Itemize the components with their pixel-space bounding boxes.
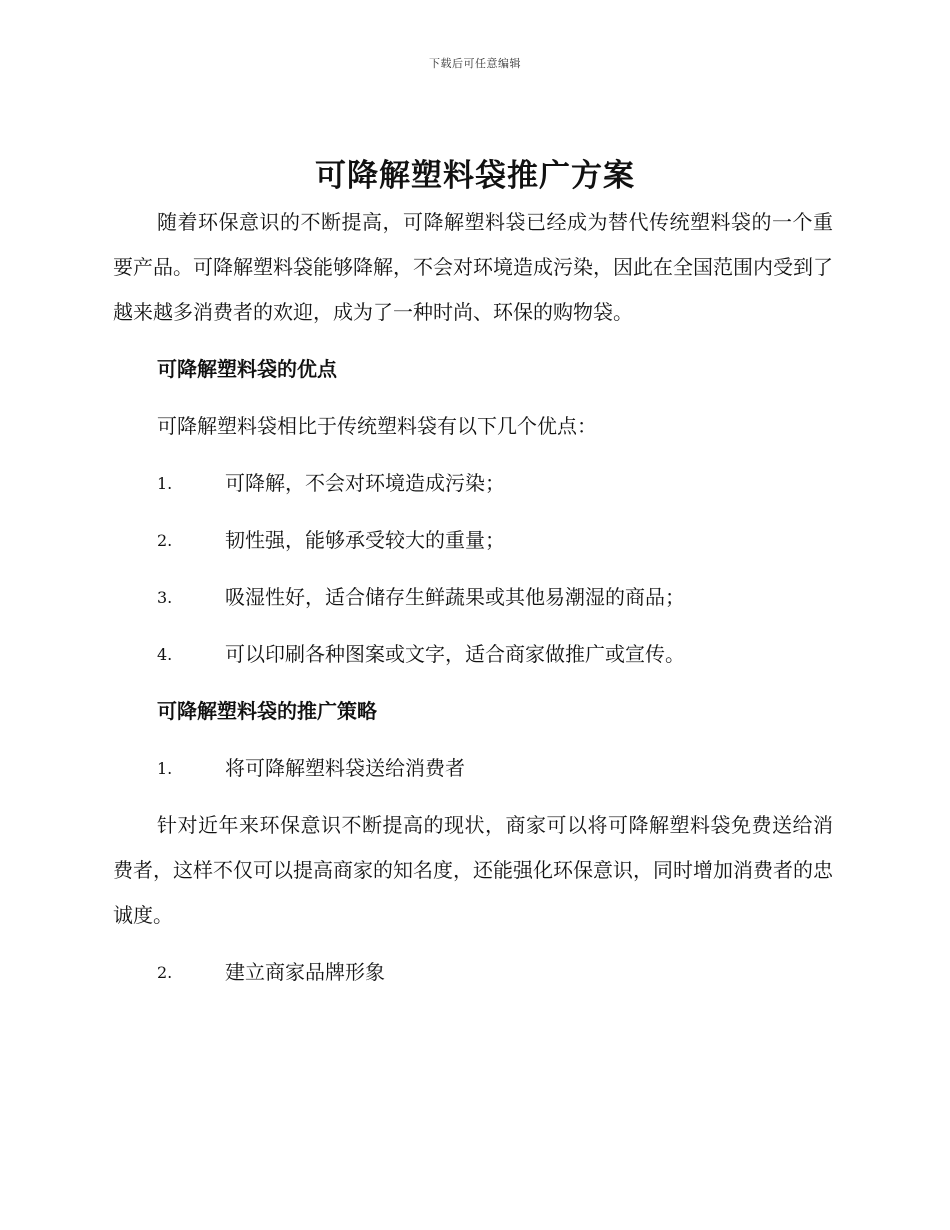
list-text: 吸湿性好，适合储存生鲜蔬果或其他易潮湿的商品； bbox=[225, 585, 685, 609]
section-heading-advantages: 可降解塑料袋的优点 bbox=[157, 357, 337, 381]
list-number: 2. bbox=[157, 963, 173, 982]
list-item bbox=[157, 461, 833, 506]
strategy-title: 将可降解塑料袋送给消费者 bbox=[225, 756, 465, 780]
list-number: 1. bbox=[157, 759, 173, 778]
strategy-title: 建立商家品牌形象 bbox=[225, 960, 385, 984]
list-number: 3. bbox=[157, 588, 173, 607]
list-text: 韧性强，能够承受较大的重量； bbox=[225, 528, 505, 552]
list-text: 可降解，不会对环境造成污染； bbox=[225, 471, 505, 495]
list-item bbox=[157, 575, 833, 620]
advantages-lead: 可降解塑料袋相比于传统塑料袋有以下几个优点： bbox=[157, 414, 597, 438]
document-title: 可降解塑料袋推广方案 bbox=[315, 158, 635, 194]
strategy-paragraph: 针对近年来环保意识不断提高的现状，商家可以将可降解塑料袋免费送给消费者，这样不仅可以提高商家的知名度，还能强化环保意识，同时增加消费者的忠诚度。 bbox=[113, 813, 833, 927]
list-item bbox=[157, 632, 833, 677]
document-body bbox=[113, 200, 833, 1007]
intro-paragraph: 随着环保意识的不断提高，可降解塑料袋已经成为替代传统塑料袋的一个重要产品。可降解塑料袋能够降解，不会对环境造成污染，因此在全国范围内受到了越来越多消费者的欢迎，成为了一种时尚、环保的购物袋。 bbox=[113, 210, 833, 324]
section-heading-strategies: 可降解塑料袋的推广策略 bbox=[157, 699, 377, 723]
list-number: 1. bbox=[157, 474, 173, 493]
list-item bbox=[157, 518, 833, 563]
list-text: 可以印刷各种图案或文字，适合商家做推广或宣传。 bbox=[225, 642, 685, 666]
strategy-item bbox=[157, 746, 833, 791]
header-note: 下载后可任意编辑 bbox=[429, 57, 521, 70]
list-number: 4. bbox=[157, 645, 173, 664]
list-number: 2. bbox=[157, 531, 173, 550]
strategy-item bbox=[157, 950, 833, 995]
